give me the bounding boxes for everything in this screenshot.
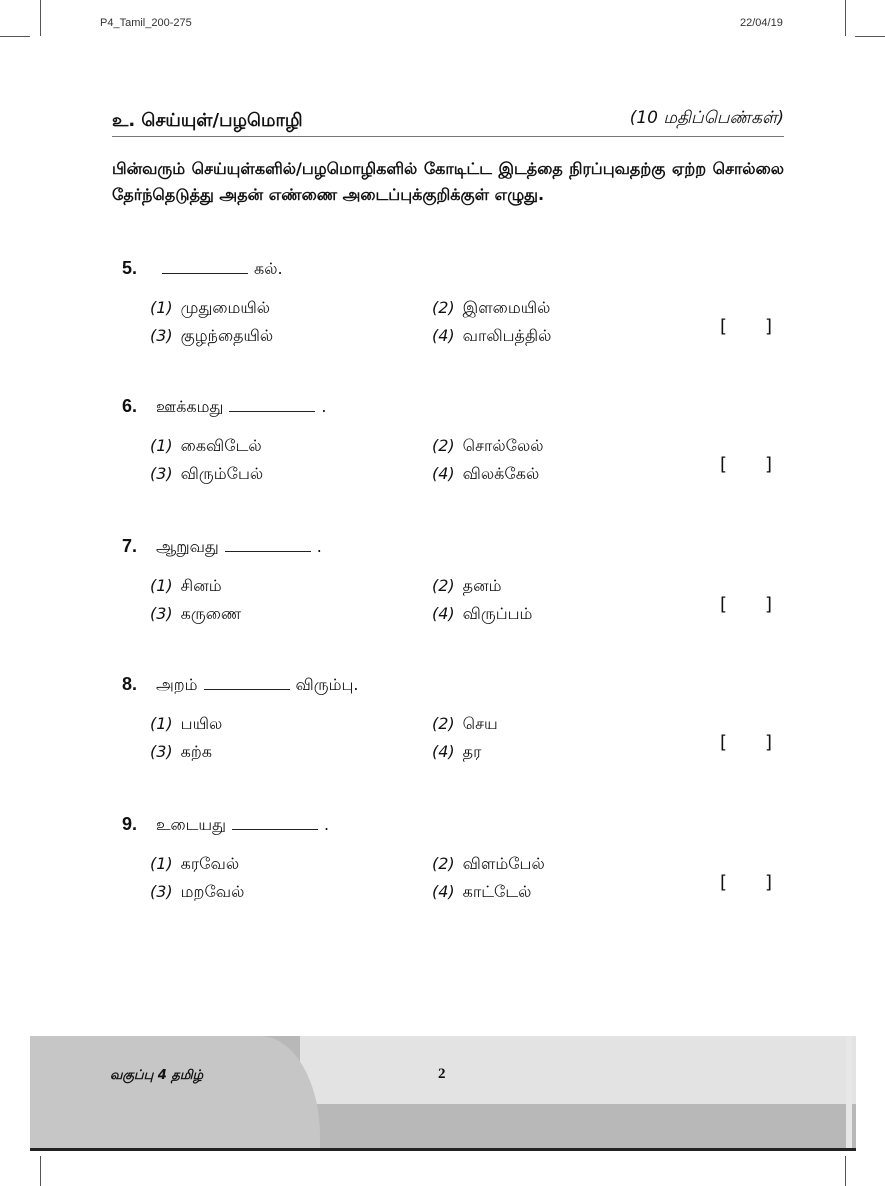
option-number: (3)	[150, 604, 173, 623]
option-text: விருப்பம்	[462, 604, 533, 623]
page-number: 2	[438, 1066, 446, 1082]
question-text-after: .	[316, 537, 322, 556]
file-slug: P4_Tamil_200-275	[100, 17, 192, 29]
question-8	[122, 674, 782, 784]
option-text: மறவேல்	[180, 882, 245, 901]
crop-mark	[0, 36, 30, 37]
question-number: 5.	[122, 258, 138, 278]
option-text: இளமையில்	[462, 298, 551, 317]
option-2	[432, 714, 498, 735]
option-text: விரும்பேல்	[180, 464, 264, 483]
question-text-before: உடையது	[156, 815, 226, 834]
option-number: (1)	[150, 576, 173, 595]
bracket-close: ]	[764, 732, 772, 753]
option-text: தனம்	[462, 576, 502, 595]
question-text-before: ஊக்கமது	[156, 397, 224, 416]
date-slug: 22/04/19	[740, 17, 783, 29]
question-7	[122, 536, 782, 646]
bracket-close: ]	[764, 594, 772, 615]
option-number: (4)	[432, 604, 455, 623]
bracket-close: ]	[764, 872, 772, 893]
marks-label: (10 மதிப்பெண்கள்)	[629, 108, 784, 128]
option-number: (2)	[432, 298, 455, 317]
option-text: வாலிபத்தில்	[462, 326, 552, 345]
question-line	[122, 536, 322, 558]
option-text: செய	[462, 714, 498, 733]
option-number: (1)	[150, 714, 173, 733]
option-1	[150, 298, 270, 319]
question-text-before: அறம்	[156, 675, 198, 694]
option-1	[150, 854, 239, 875]
option-number: (1)	[150, 298, 173, 317]
option-number: (3)	[150, 464, 173, 483]
question-number: 9.	[122, 814, 138, 834]
option-3	[150, 742, 212, 763]
question-line	[122, 674, 358, 696]
option-text: காட்டேல்	[462, 882, 532, 901]
option-text: கருணை	[180, 604, 242, 623]
option-text: தர	[462, 742, 482, 761]
section-header	[112, 108, 784, 137]
option-4	[432, 326, 551, 347]
question-text-after: .	[323, 815, 330, 834]
answer-blank	[229, 410, 315, 412]
bracket-open: [	[720, 594, 728, 615]
question-text-after: கல்.	[254, 259, 283, 278]
answer-blank	[232, 828, 318, 830]
answer-blank	[204, 688, 290, 690]
bracket-open: [	[720, 316, 728, 337]
question-number: 6.	[122, 396, 138, 416]
option-number: (1)	[150, 436, 173, 455]
option-number: (3)	[150, 742, 173, 761]
option-text: கற்க	[180, 742, 213, 761]
question-line	[122, 258, 283, 280]
option-number: (4)	[432, 326, 455, 345]
option-number: (2)	[432, 576, 455, 595]
bracket-open: [	[720, 732, 728, 753]
option-text: குழந்தையில்	[180, 326, 274, 345]
crop-mark	[40, 1156, 41, 1186]
question-6	[122, 396, 782, 506]
answer-blank	[162, 272, 248, 274]
answer-bracket[interactable]	[720, 732, 772, 753]
option-number: (1)	[150, 854, 173, 873]
option-3	[150, 326, 273, 347]
option-text: சொல்லேல்	[462, 436, 544, 455]
bracket-close: ]	[764, 316, 772, 337]
option-number: (3)	[150, 326, 173, 345]
answer-blank	[225, 550, 311, 552]
option-1	[150, 714, 222, 735]
option-number: (2)	[432, 854, 455, 873]
option-2	[432, 854, 545, 875]
option-text: கரவேல்	[180, 854, 240, 873]
option-3	[150, 604, 241, 625]
option-4	[432, 604, 532, 625]
question-9	[122, 814, 782, 924]
option-1	[150, 576, 222, 597]
crop-mark	[845, 1156, 846, 1186]
bracket-open: [	[720, 872, 728, 893]
option-4	[432, 882, 531, 903]
option-number: (4)	[432, 464, 455, 483]
footer-side-strip	[846, 1036, 852, 1150]
bracket-open: [	[720, 454, 728, 475]
answer-bracket[interactable]	[720, 594, 772, 615]
option-text: கைவிடேல்	[180, 436, 262, 455]
option-2	[432, 436, 544, 457]
option-number: (2)	[432, 436, 455, 455]
option-4	[432, 464, 539, 485]
bracket-close: ]	[764, 454, 772, 475]
option-text: பயில	[180, 714, 223, 733]
question-text-before: ஆறுவது	[156, 537, 219, 556]
answer-bracket[interactable]	[720, 454, 772, 475]
footer-tab	[30, 1036, 320, 1150]
option-number: (3)	[150, 882, 173, 901]
option-2	[432, 576, 501, 597]
option-2	[432, 298, 550, 319]
option-number: (4)	[432, 742, 455, 761]
question-line	[122, 396, 326, 418]
question-line	[122, 814, 329, 836]
footer-light-band	[300, 1036, 856, 1104]
answer-bracket[interactable]	[720, 872, 772, 893]
question-text-after: விரும்பு.	[295, 675, 359, 694]
option-text: விளம்பேல்	[462, 854, 545, 873]
footer-label: வகுப்பு 4 தமிழ்	[110, 1068, 204, 1083]
question-number: 8.	[122, 674, 138, 694]
option-text: முதுமையில்	[180, 298, 271, 317]
option-3	[150, 882, 244, 903]
option-1	[150, 436, 262, 457]
option-4	[432, 742, 481, 763]
section-title: உ. செய்யுள்/பழமொழி	[112, 110, 303, 131]
question-text-after: .	[321, 397, 327, 416]
option-3	[150, 464, 263, 485]
option-number: (4)	[432, 882, 455, 901]
crop-mark	[855, 36, 885, 37]
question-number: 7.	[122, 536, 138, 556]
crop-mark	[845, 0, 846, 36]
option-number: (2)	[432, 714, 455, 733]
footer-rule	[30, 1148, 856, 1151]
answer-bracket[interactable]	[720, 316, 772, 337]
option-text: விலக்கேல்	[462, 464, 540, 483]
instruction-text: பின்வரும் செய்யுள்களில்/பழமொழிகளில் கோடிட்ட இடத்தை நிரப்புவதற்கு ஏற்ற சொல்லை தேர்ந்தெடுத்து அதன் எண்ணை அடைப்புக்குறிக்குள் எழுது.	[112, 159, 784, 204]
question-5	[122, 258, 782, 368]
crop-mark	[40, 0, 41, 36]
option-text: சினம்	[180, 576, 222, 595]
